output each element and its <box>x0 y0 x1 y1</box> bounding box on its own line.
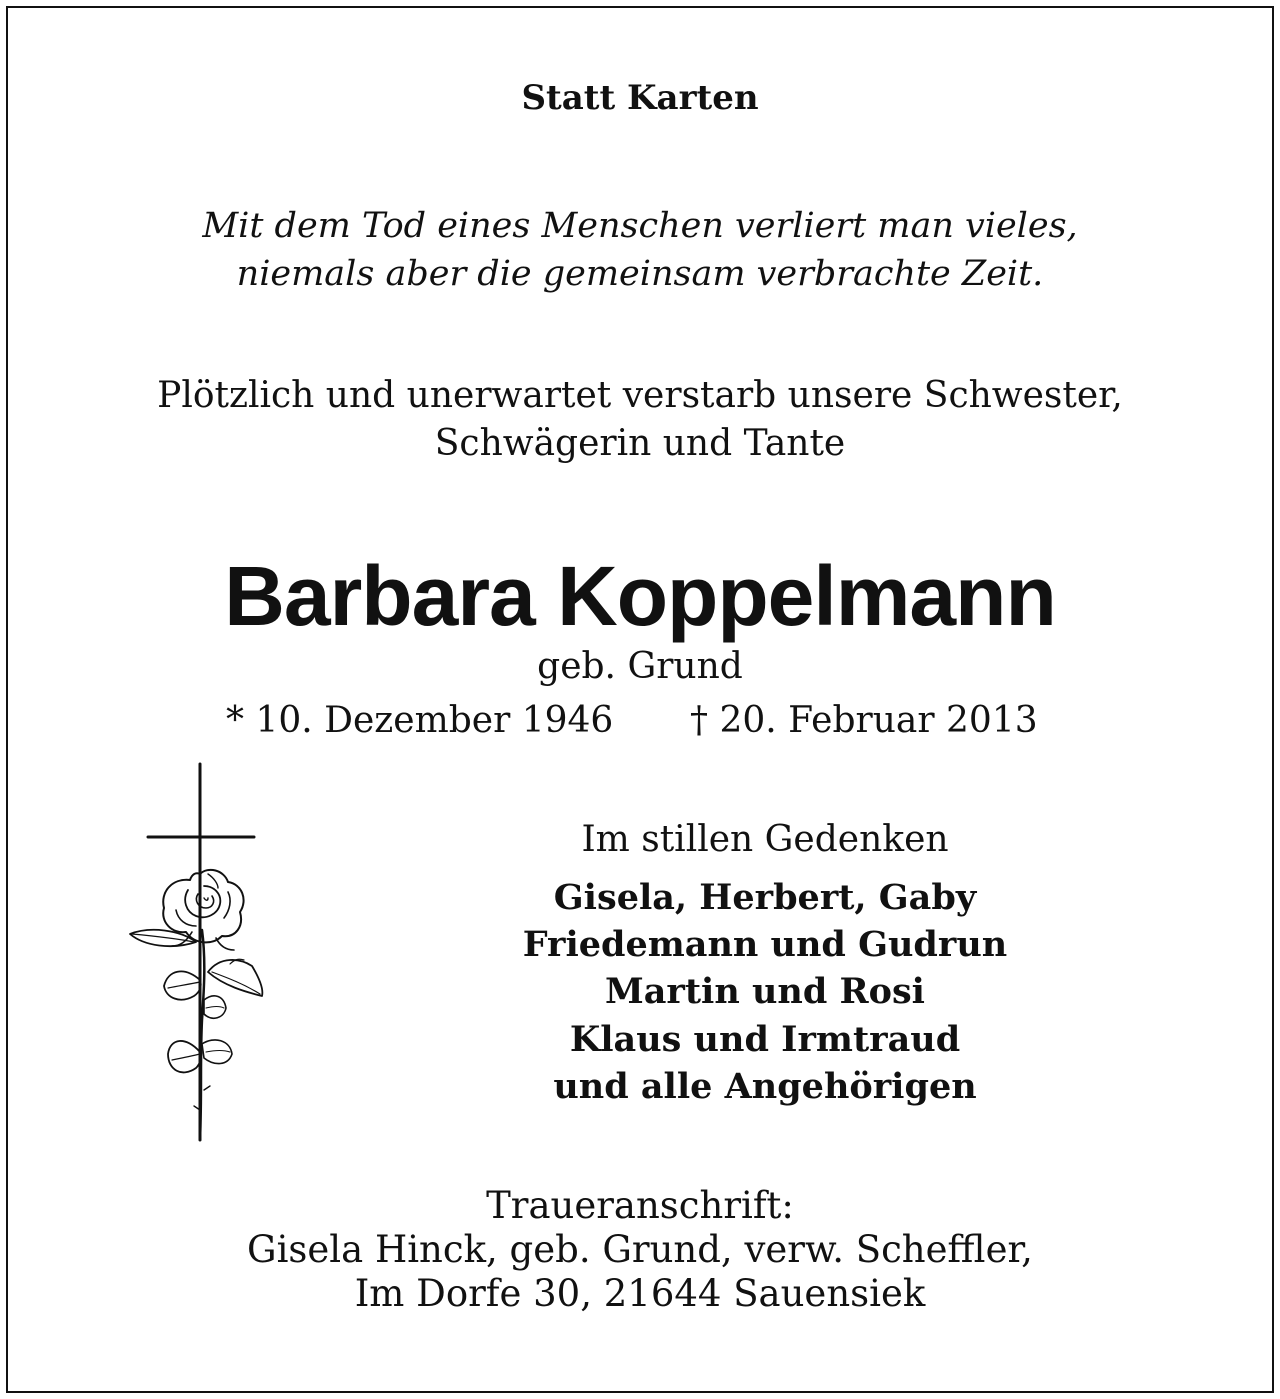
mourner-line: Klaus und Irmtraud <box>569 1019 961 1060</box>
mourners-intro: Im stillen Gedenken <box>581 819 949 860</box>
intro-line-2: Schwägerin und Tante <box>434 423 846 464</box>
life-dates <box>0 698 1280 744</box>
mourner-line: Friedemann und Gudrun <box>522 924 1008 965</box>
mourner-line: Martin und Rosi <box>605 971 925 1012</box>
mourner-line: Gisela, Herbert, Gaby <box>553 877 977 918</box>
address-label: Traueranschrift: <box>486 1184 794 1227</box>
birth-date: * 10. Dezember 1946 <box>226 700 614 741</box>
intro-line-1: Plötzlich und unerwartet verstarb unsere Schwester, <box>157 375 1123 416</box>
deceased-name: Barbara Koppelmann <box>224 549 1056 643</box>
cross-with-rose-icon <box>120 760 280 1150</box>
death-date: † 20. Februar 2013 <box>690 700 1038 741</box>
address-line-1: Gisela Hinck, geb. Grund, verw. Scheffler, <box>247 1228 1033 1271</box>
quote-line-1: Mit dem Tod eines Menschen verliert man vieles, <box>202 206 1078 246</box>
quote-line-2: niemals aber die gemeinsam verbrachte Zeit. <box>236 254 1044 294</box>
address-line-2: Im Dorfe 30, 21644 Sauensiek <box>354 1272 926 1315</box>
mourner-line: und alle Angehörigen <box>553 1066 977 1107</box>
birth-name: geb. Grund <box>537 646 743 687</box>
header-statt-karten: Statt Karten <box>521 78 759 118</box>
